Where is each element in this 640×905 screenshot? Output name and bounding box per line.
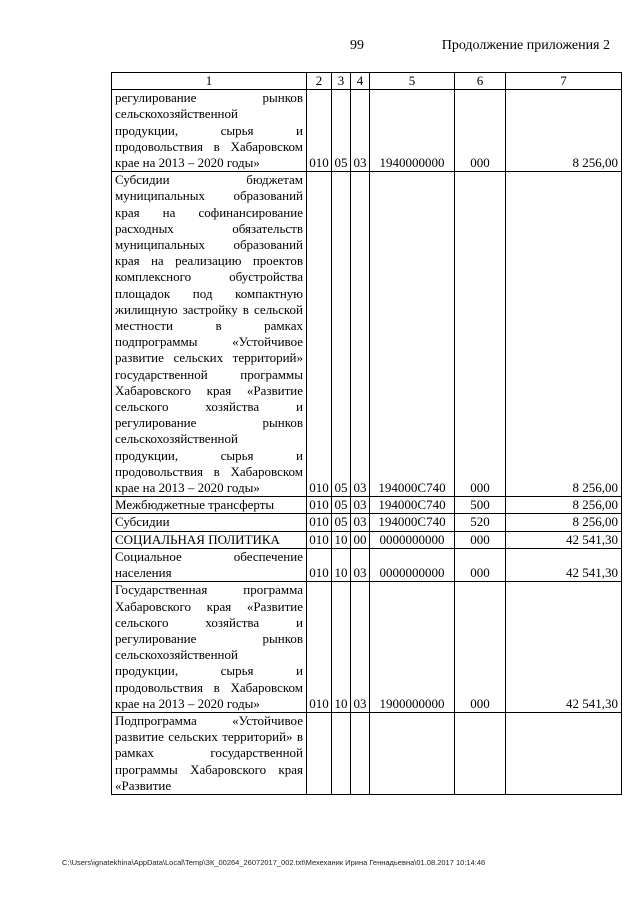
code-section: 10 (332, 548, 351, 581)
code-subsection (351, 712, 370, 794)
code-expense-type: 000 (455, 172, 506, 497)
row-name: СОЦИАЛЬНАЯ ПОЛИТИКА (112, 531, 307, 548)
code-subsection: 03 (351, 497, 370, 514)
table-row (112, 497, 622, 514)
code-target-article: 0000000000 (370, 548, 455, 581)
code-target-article (370, 712, 455, 794)
row-name: регулирование рынков сельскохозяйственной продукции, сырья и продовольствия в Хабаровском крае на 2013 – 2020 годы» (112, 90, 307, 172)
column-number: 5 (370, 73, 455, 90)
row-name: Подпрограмма «Устойчивое развитие сельских территорий» в рамках государственной программы Хабаровского края «Развитие (112, 712, 307, 794)
code-expense-type: 000 (455, 531, 506, 548)
table-row (112, 582, 622, 713)
column-number: 4 (351, 73, 370, 90)
column-number: 3 (332, 73, 351, 90)
code-expense-type: 000 (455, 90, 506, 172)
code-ministry: 010 (307, 172, 332, 497)
code-expense-type: 000 (455, 548, 506, 581)
row-name: Государственная программа Хабаровского края «Развитие сельского хозяйства и регулирование рынков сельскохозяйственной продукции, сырья и продовольствия в Хабаровском крае на 2013 – 2020 годы» (112, 582, 307, 713)
row-name: Межбюджетные трансферты (112, 497, 307, 514)
code-subsection: 03 (351, 90, 370, 172)
amount (506, 712, 622, 794)
table-row (112, 712, 622, 794)
code-target-article: 1940000000 (370, 90, 455, 172)
column-number: 2 (307, 73, 332, 90)
amount: 8 256,00 (506, 497, 622, 514)
code-expense-type: 500 (455, 497, 506, 514)
row-name: Социальное обеспечение населения (112, 548, 307, 581)
table-row (112, 90, 622, 172)
page-number: 99 (350, 38, 364, 53)
code-section: 05 (332, 497, 351, 514)
table-row (112, 531, 622, 548)
code-ministry: 010 (307, 90, 332, 172)
code-subsection: 03 (351, 172, 370, 497)
code-target-article: 0000000000 (370, 531, 455, 548)
code-ministry: 010 (307, 497, 332, 514)
amount: 8 256,00 (506, 172, 622, 497)
code-section (332, 712, 351, 794)
code-section: 10 (332, 582, 351, 713)
code-section: 10 (332, 531, 351, 548)
code-ministry: 010 (307, 514, 332, 531)
row-name: Субсидии (112, 514, 307, 531)
code-subsection: 00 (351, 531, 370, 548)
code-section: 05 (332, 514, 351, 531)
column-number: 7 (506, 73, 622, 90)
code-expense-type (455, 712, 506, 794)
file-path-footer: C:\Users\ignatekhina\AppData\Local\Temp\ЗК_00264_26072017_002.txt\Мехеханик Ирина Геннадьевна\01.08.2017 10:14:46 (62, 858, 486, 867)
code-ministry: 010 (307, 531, 332, 548)
amount: 42 541,30 (506, 531, 622, 548)
code-subsection: 03 (351, 548, 370, 581)
amount: 42 541,30 (506, 582, 622, 713)
column-number: 6 (455, 73, 506, 90)
column-number-row (112, 73, 622, 90)
code-ministry: 010 (307, 548, 332, 581)
code-ministry (307, 712, 332, 794)
code-expense-type: 520 (455, 514, 506, 531)
code-target-article: 194000С740 (370, 514, 455, 531)
code-subsection: 03 (351, 582, 370, 713)
amount: 42 541,30 (506, 548, 622, 581)
row-name: Субсидии бюджетам муниципальных образований края на софинансирование расходных обязательств муниципальных образований края на реализацию проектов комплексного обустройства площадок под компактную жилищную застройку в сельской местности в рамках подпрограммы «Устойчивое развитие сельских территорий» государственной программы Хабаровского края «Развитие сельского хозяйства и регулирование рынков сельскохозяйственной продукции, сырья и продовольствия в Хабаровском крае на 2013 – 2020 годы» (112, 172, 307, 497)
code-target-article: 194000С740 (370, 172, 455, 497)
budget-table (111, 72, 622, 795)
code-section: 05 (332, 172, 351, 497)
table-row (112, 548, 622, 581)
code-target-article: 1900000000 (370, 582, 455, 713)
amount: 8 256,00 (506, 90, 622, 172)
code-subsection: 03 (351, 514, 370, 531)
code-ministry: 010 (307, 582, 332, 713)
code-target-article: 194000С740 (370, 497, 455, 514)
table-row (112, 514, 622, 531)
appendix-continuation-note: Продолжение приложения 2 (441, 38, 610, 53)
column-number: 1 (112, 73, 307, 90)
amount: 8 256,00 (506, 514, 622, 531)
code-expense-type: 000 (455, 582, 506, 713)
code-section: 05 (332, 90, 351, 172)
table-row (112, 172, 622, 497)
